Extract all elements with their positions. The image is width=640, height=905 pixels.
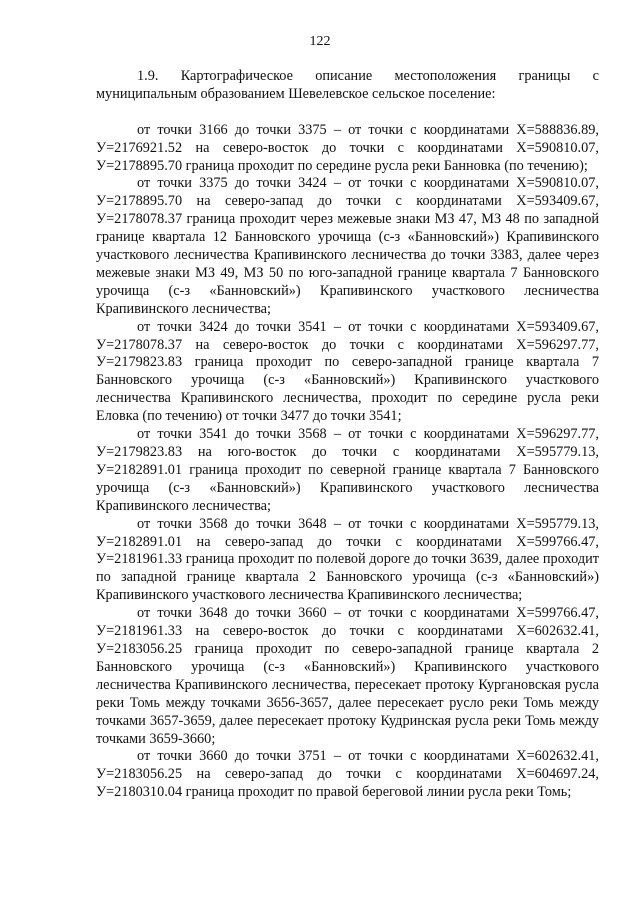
boundary-paragraph: от точки 3375 до точки 3424 – от точки с координатами Х=590810.07, У=2178895.70 на северо-запад до точки с координатами Х=593409.67, У=2178078.37 граница проходит через межевые знаки МЗ 47, МЗ 48 по западной границе квартала 12 Банновского урочища (с-з «Банновский») Крапивинского участкового лесничества Крапивинского лесничества до точки 3383, далее через межевые знаки МЗ 49, МЗ 50 по юго-западной границе квартала 7 Банновского урочища (с-з «Банновский») Крапивинского участкового лесничества Крапивинского лесничества;	[96, 175, 599, 317]
section-heading: 1.9. Картографическое описание местоположения границы с муниципальным образованием Шевелевское сельское поселение:	[96, 68, 599, 102]
boundary-paragraph: от точки 3648 до точки 3660 – от точки с координатами Х=599766.47, У=2181961.33 на северо-восток до точки с координатами Х=602632.41, У=2183056.25 граница проходит по северо-западной границе квартала 2 Банновского урочища (с-з «Банновский») Крапивинского участкового лесничества Крапивинского лесничества, пересекает протоку Кургановская русла реки Томь между точками 3656-3657, далее пересекает русло реки Томь между точками 3657-3659, далее пересекает протоку Кудринская русла реки Томь между точками 3659-3660;	[96, 605, 599, 747]
boundary-paragraph: от точки 3424 до точки 3541 – от точки с координатами Х=593409.67, У=2178078.37 на северо-восток до точки с координатами Х=596297.77, У=2179823.83 граница проходит по северо-западной границе квартала 7 Банновского урочища (с-з «Банновский») Крапивинского участкового лесничества Крапивинского лесничества, проходит по середине русла реки Еловка (по течению) от точки 3477 до точки 3541;	[96, 318, 599, 425]
boundary-paragraph: от точки 3166 до точки 3375 – от точки с координатами Х=588836.89, У=2176921.52 на северо-восток до точки с координатами Х=590810.07, У=2178895.70 граница проходит по середине русла реки Банновка (по течению);	[96, 121, 599, 174]
document-body	[96, 68, 599, 802]
boundary-paragraph: от точки 3568 до точки 3648 – от точки с координатами Х=595779.13, У=2182891.01 на северо-запад до точки с координатами Х=599766.47, У=2181961.33 граница проходит по полевой дороге до точки 3639, далее проходит по западной границе квартала 2 Банновского урочища (с-з «Банновский») Крапивинского участкового лесничества Крапивинского лесничества;	[96, 515, 599, 604]
boundary-paragraph: от точки 3660 до точки 3751 – от точки с координатами Х=602632.41, У=2183056.25 на северо-запад до точки с координатами Х=604697.24, У=2180310.04 граница проходит по правой береговой линии русла реки Томь;	[96, 748, 599, 801]
page-number: 122	[309, 34, 331, 49]
boundary-paragraph: от точки 3541 до точки 3568 – от точки с координатами Х=596297.77, У=2179823.83 на юго-восток до точки с координатами Х=595779.13, У=2182891.01 граница проходит по северной границе квартала 7 Банновского урочища (с-з «Банновский») Крапивинского участкового лесничества Крапивинского лесничества;	[96, 426, 599, 514]
